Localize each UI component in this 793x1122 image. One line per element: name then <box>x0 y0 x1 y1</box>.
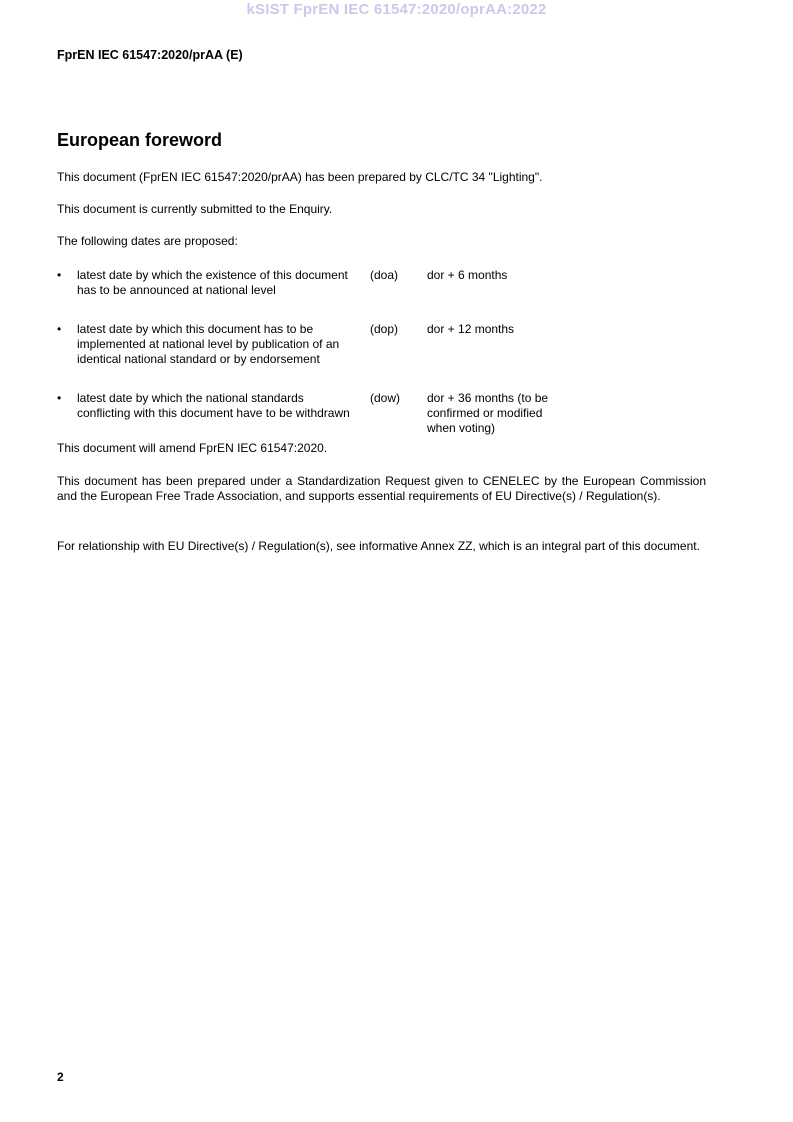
date-code: (doa) <box>370 268 399 282</box>
section-title: European foreword <box>57 130 223 150</box>
watermark: kSIST FprEN IEC 61547:2020/oprAA:2022 <box>246 1 547 18</box>
paragraph-enquiry: This document is currently submitted to the Enquiry. <box>57 202 333 216</box>
date-deadline: dor + 36 months (to be confirmed or modified when voting) <box>427 391 549 435</box>
date-description: latest date by which this document has to be implemented at national level by publication of an identical national standard or by endorsement <box>77 322 340 366</box>
date-code: (dow) <box>370 391 401 405</box>
paragraph-relationship: For relationship with EU Directive(s) / Regulation(s), see informative Annex ZZ, which is an integral part of this document. <box>57 539 700 553</box>
date-deadline: dor + 12 months <box>427 322 515 336</box>
paragraph-standardization-request: This document has been prepared under a Standardization Request given to CENELEC by the European Commission and the European Free Trade Association, and supports essential requirements of EU Directive(s) / Regulation(s). <box>57 474 706 503</box>
document-id-header: FprEN IEC 61547:2020/prAA (E) <box>57 48 243 62</box>
date-description: latest date by which the national standards conflicting with this document have to be withdrawn <box>77 391 350 420</box>
bullet-icon: • <box>57 391 62 405</box>
bullet-icon: • <box>57 322 62 336</box>
bullet-icon: • <box>57 268 62 282</box>
paragraph-dates-intro: The following dates are proposed: <box>57 234 238 248</box>
date-code: (dop) <box>370 322 399 336</box>
paragraph-amend: This document will amend FprEN IEC 61547:2020. <box>57 441 328 455</box>
date-deadline: dor + 6 months <box>427 268 508 282</box>
date-description: latest date by which the existence of this document has to be announced at national level <box>77 268 348 297</box>
page-number: 2 <box>57 1070 64 1084</box>
paragraph-prepared-by: This document (FprEN IEC 61547:2020/prAA) has been prepared by CLC/TC 34 "Lighting". <box>57 170 543 184</box>
